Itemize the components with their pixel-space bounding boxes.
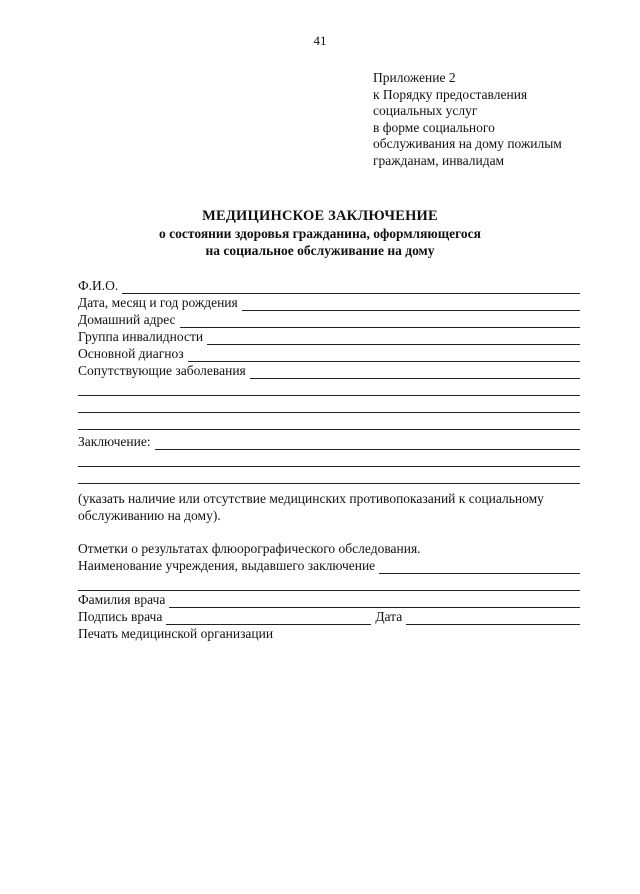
disability-group-label: Группа инвалидности <box>78 329 204 344</box>
birth-date-label: Дата, месяц и год рождения <box>78 295 238 310</box>
main-diagnosis-label: Основной диагноз <box>78 346 184 361</box>
patient-form <box>78 277 580 642</box>
title-subtitle-line-2: на социальное обслуживание на дому <box>205 243 435 258</box>
conclusion-note: (указать наличие или отсутствие медицинских противопоказаний к социальному обслуживанию на дому). <box>78 491 544 523</box>
doctor-signature-field[interactable] <box>166 612 371 625</box>
date-label: Дата <box>375 609 403 624</box>
fluoro-marks-label: Отметки о результатах флюорографического обследования. <box>78 541 421 556</box>
appendix-line: социальных услуг <box>373 103 478 118</box>
spacer <box>78 524 580 540</box>
comorbidities-line-3[interactable] <box>78 396 580 413</box>
appendix-reference <box>373 70 623 169</box>
conclusion-label: Заключение: <box>78 434 151 449</box>
doctor-signature-label: Подпись врача <box>78 609 163 624</box>
address-field[interactable] <box>180 315 580 328</box>
appendix-line: гражданам, инвалидам <box>373 152 505 168</box>
comorbidities-line-4[interactable] <box>78 413 580 430</box>
institution-line-2[interactable] <box>78 574 580 591</box>
disability-group-field[interactable] <box>207 332 580 345</box>
fio-row <box>78 277 580 294</box>
main-diagnosis-row <box>78 345 580 362</box>
main-diagnosis-field[interactable] <box>188 349 580 362</box>
stamp-label: Печать медицинской организации <box>78 626 274 641</box>
appendix-line: обслуживания на дому пожилым <box>373 136 562 151</box>
address-row <box>78 311 580 328</box>
institution-label: Наименование учреждения, выдавшего заключение <box>78 558 376 573</box>
conclusion-row <box>78 433 580 450</box>
doctor-surname-row <box>78 591 580 608</box>
comorbidities-row <box>78 362 580 379</box>
title-subtitle-line-1: о состоянии здоровья гражданина, оформляющегося <box>159 226 481 241</box>
conclusion-line-3[interactable] <box>78 467 580 484</box>
appendix-line: в форме социального <box>373 119 495 135</box>
institution-field[interactable] <box>379 561 580 574</box>
appendix-line: Приложение 2 <box>373 70 456 85</box>
comorbidities-label: Сопутствующие заболевания <box>78 363 246 378</box>
conclusion-line-2[interactable] <box>78 450 580 467</box>
birth-date-row <box>78 294 580 311</box>
disability-group-row <box>78 328 580 345</box>
comorbidities-line-2[interactable] <box>78 379 580 396</box>
conclusion-field[interactable] <box>155 437 580 450</box>
doctor-surname-label: Фамилия врача <box>78 592 166 607</box>
appendix-line: к Порядку предоставления <box>373 86 528 102</box>
date-field[interactable] <box>406 612 580 625</box>
doctor-surname-field[interactable] <box>169 595 580 608</box>
fio-field[interactable] <box>122 281 580 294</box>
institution-row <box>78 557 580 574</box>
fio-label: Ф.И.О. <box>78 278 119 293</box>
comorbidities-field[interactable] <box>250 366 580 379</box>
birth-date-field[interactable] <box>242 298 580 311</box>
page-number: 41 <box>313 33 327 48</box>
address-label: Домашний адрес <box>78 312 176 327</box>
document-title <box>0 208 640 259</box>
doctor-signature-row <box>78 608 580 625</box>
title-main: МЕДИЦИНСКОЕ ЗАКЛЮЧЕНИЕ <box>202 208 438 224</box>
